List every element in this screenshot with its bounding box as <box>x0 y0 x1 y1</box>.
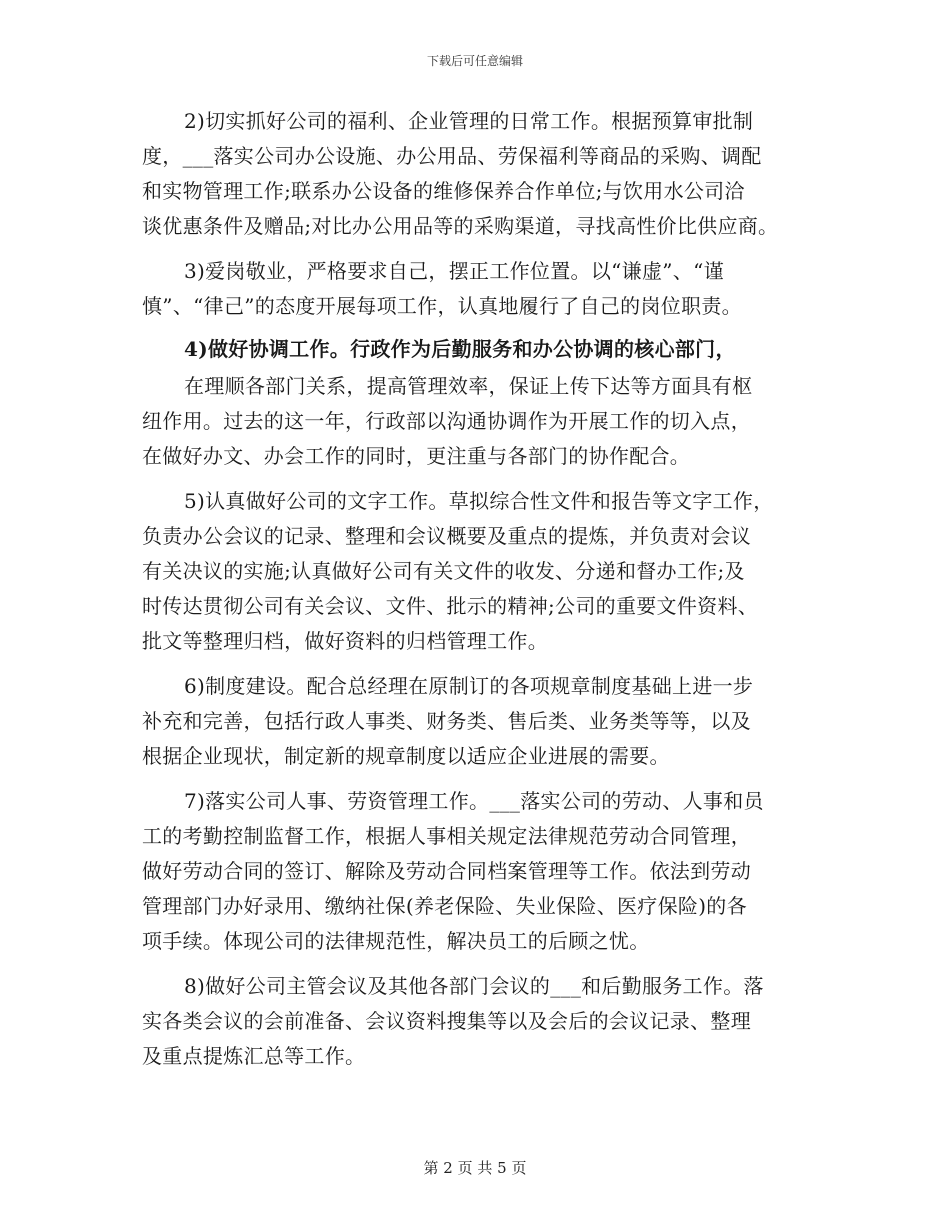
paragraph-line: 5)认真做好公司的文字工作。草拟综合性文件和报告等文字工作， <box>184 489 774 513</box>
paragraph-line: 有关决议的实施;认真做好公司有关文件的收发、分递和督办工作;及 <box>142 559 745 583</box>
paragraph-line: 和实物管理工作;联系办公设备的维修保养合作单位;与饮用水公司洽 <box>142 179 745 203</box>
paragraph-line: 6)制度建设。配合总经理在原制订的各项规章制度基础上进一步 <box>184 674 754 698</box>
paragraph-p3 <box>142 254 822 324</box>
paragraph-line: 实各类会议的会前准备、会议资料搜集等以及会后的会议记录、整理 <box>142 1009 751 1033</box>
paragraph-line: 做好劳动合同的签订、解除及劳动合同档案管理等工作。依法到劳动 <box>142 859 751 883</box>
page-footer: 第 2 页 共 5 页 <box>423 1159 527 1177</box>
paragraph-line: 8)做好公司主管会议及其他各部门会议的___和后勤服务工作。落 <box>184 974 764 998</box>
paragraph-line: 补充和完善，包括行政人事类、财务类、售后类、业务类等等，以及 <box>142 709 751 733</box>
paragraph-line: 在做好办文、办会工作的同时，更注重与各部门的协作配合。 <box>142 444 691 468</box>
paragraph-line: 工的考勤控制监督工作，根据人事相关规定法律规范劳动合同管理， <box>142 824 751 848</box>
paragraph-p5 <box>142 484 822 659</box>
paragraph-line: 项手续。体现公司的法律规范性，解决员工的后顾之忧。 <box>142 929 650 953</box>
paragraph-line: 纽作用。过去的这一年，行政部以沟通协调作为开展工作的切入点， <box>142 409 751 433</box>
paragraph-line: 4)做好协调工作。行政作为后勤服务和办公协调的核心部门， <box>184 337 736 361</box>
page-header: 下载后可任意编辑 <box>426 54 523 68</box>
paragraph-line: 7)落实公司人事、劳资管理工作。___落实公司的劳动、人事和员 <box>184 789 764 813</box>
paragraph-line: 时传达贯彻公司有关会议、文件、批示的精神;公司的重要文件资料、 <box>142 594 759 618</box>
paragraph-line: 负责办公会议的记录、整理和会议概要及重点的提炼，并负责对会议 <box>142 524 751 548</box>
paragraph-line: 3)爱岗敬业，严格要求自己，摆正工作位置。以“谦虚”、“谨 <box>184 259 724 283</box>
paragraph-p4-title <box>142 332 822 367</box>
paragraph-line: 根据企业现状，制定新的规章制度以适应企业进展的需要。 <box>142 744 670 768</box>
paragraph-p2 <box>142 104 822 244</box>
paragraph-line: 慎”、“律己”的态度开展每项工作，认真地履行了自己的岗位职责。 <box>142 294 742 318</box>
paragraph-line: 管理部门办好录用、缴纳社保(养老保险、失业保险、医疗保险)的各 <box>142 894 747 918</box>
paragraph-p7 <box>142 784 822 959</box>
paragraph-line: 及重点提炼汇总等工作。 <box>142 1044 366 1068</box>
paragraph-line: 在理顺各部门关系，提高管理效率，保证上传下达等方面具有枢 <box>184 374 753 398</box>
paragraph-line: 批文等整理归档，做好资料的归档管理工作。 <box>142 629 548 653</box>
paragraph-line: 2)切实抓好公司的福利、企业管理的日常工作。根据预算审批制 <box>184 109 754 133</box>
paragraph-line: 谈优惠条件及赠品;对比办公用品等的采购渠道，寻找高性价比供应商。 <box>142 214 779 238</box>
paragraph-p4-body <box>142 369 822 474</box>
document-body <box>142 104 822 1074</box>
paragraph-line: 度，___落实公司办公设施、办公用品、劳保福利等商品的采购、调配 <box>142 144 762 168</box>
paragraph-p8 <box>142 969 822 1074</box>
paragraph-p6 <box>142 669 822 774</box>
